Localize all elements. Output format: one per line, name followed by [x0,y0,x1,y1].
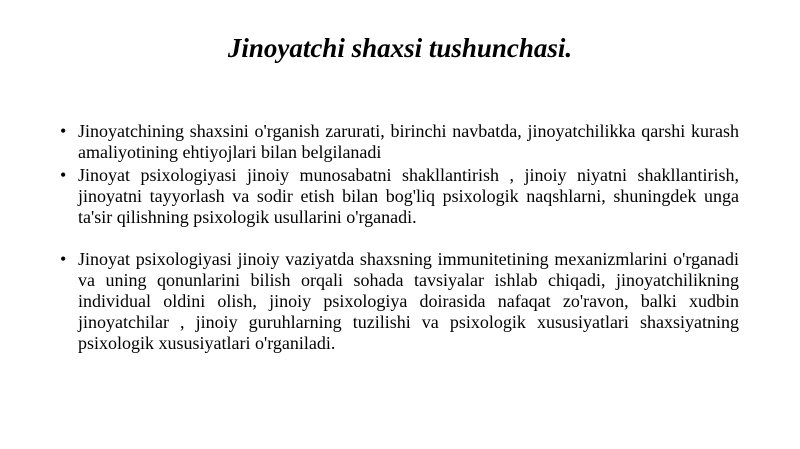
bullet-item [58,165,739,228]
bullet-text: Jinoyat psixologiyasi jinoiy munosabatni shakllantirish , jinoiy niyatni shakllantirish, jinoyatni tayyorlash va sodir etish bilan bog'liq psixologik naqshlarni, shuningdek unga ta'sir qilishning psixologik usullarini o'rganadi. [78,165,739,227]
bullet-item [58,121,739,163]
bullet-item [58,249,739,354]
bullet-text: Jinoyat psixologiyasi jinoiy vaziyatda shaxsning immunitetining mexanizmlarini o'rganadi va uning qonunlarini bilish orqali sohada tavsiyalar ishlab chiqadi, jinoyatchilikning individual oldini olish, jinoiy psixologiya doirasida nafaqat zo'ravon, balki xudbin jinoyatchilar , jinoiy guruhlarning tuzilishi va psixologik xususiyatlari shaxsiyatning psixologik xususiyatlari o'rganiladi. [78,249,739,353]
bullet-dot-icon: • [60,165,67,185]
bullet-dot-icon: • [60,121,67,141]
slide-title: Jinoyatchi shaxsi tushunchasi. [227,33,573,63]
bullet-text: Jinoyatchining shaxsini o'rganish zarurati, birinchi navbatda, jinoyatchilikka qarshi kurash amaliyotining ehtiyojlari bilan belgilanadi [78,121,739,162]
bullet-list [58,121,739,354]
bullet-dot-icon: • [60,249,67,269]
